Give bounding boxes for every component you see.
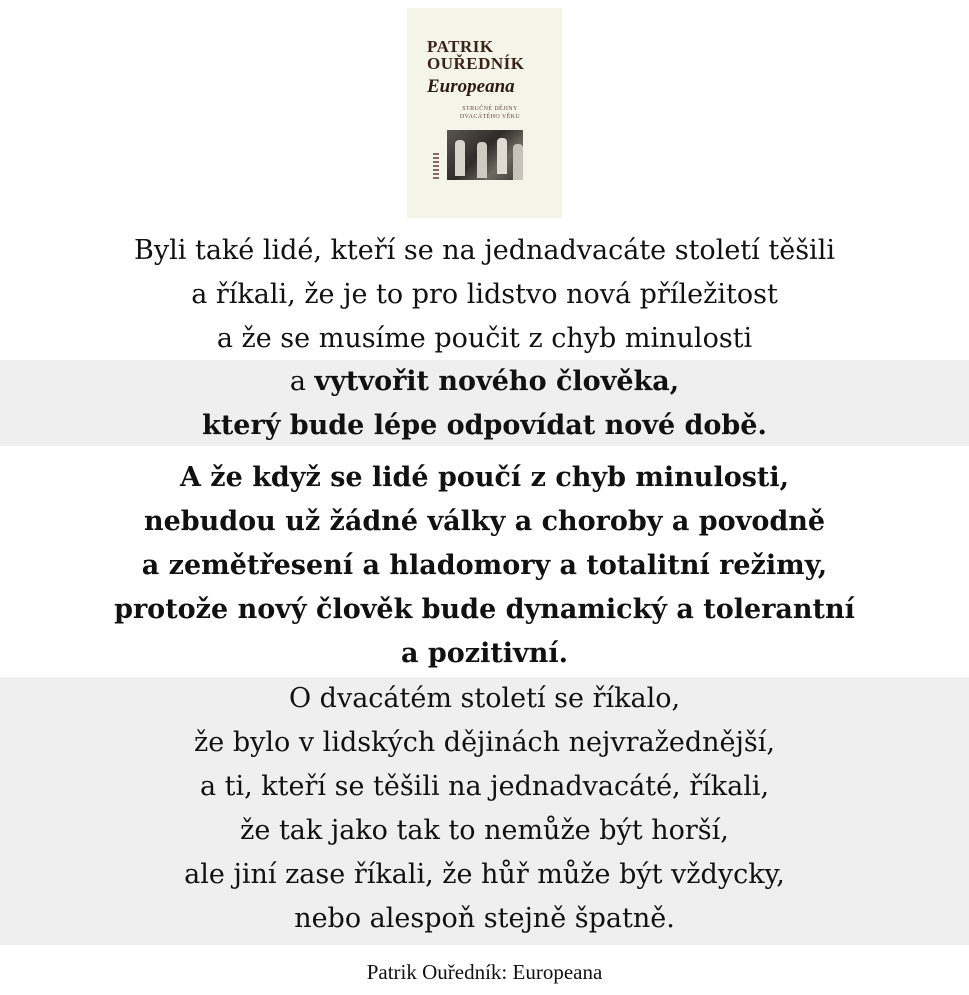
cover-author bbox=[427, 38, 525, 72]
quote-line-emphasis: vytvořit nového člověka, bbox=[314, 366, 680, 397]
quote-line: nebudou už žádné války a choroby a povodně bbox=[143, 506, 826, 537]
quote-line: že tak jako tak to nemůže být horší, bbox=[240, 815, 729, 846]
book-cover-image bbox=[407, 8, 562, 218]
quote-line-prefix: a bbox=[289, 366, 315, 397]
quote-paragraph-4 bbox=[0, 677, 969, 945]
quote-line: A že když se lidé poučí z chyb minulosti, bbox=[179, 462, 790, 493]
quote-line: protože nový člověk bude dynamický a tolerantní bbox=[114, 594, 855, 625]
quote-line: a pozitivní. bbox=[400, 638, 569, 669]
quote-line: Byli také lidé, kteří se na jednadvacáte století těšili bbox=[134, 235, 835, 266]
quote-line: že bylo v lidských dějinách nejvražednější, bbox=[194, 727, 775, 758]
quote-line: a ti, kteří se těšili na jednadvacáté, říkali, bbox=[199, 771, 770, 802]
cover-author-first: PATRIK bbox=[427, 37, 494, 56]
quote-paragraph-3 bbox=[0, 456, 969, 676]
quote-paragraph-1 bbox=[0, 229, 969, 361]
cover-subtitle-line: DVACÁTÉHO VĚKU bbox=[459, 114, 521, 120]
quote-line bbox=[0, 360, 969, 404]
quote-line: a že se musíme poučit z chyb minulosti bbox=[216, 323, 753, 354]
quote-line: a říkali, že je to pro lidstvo nová příležitost bbox=[191, 279, 778, 310]
quote-line: který bude lépe odpovídat nové době. bbox=[202, 410, 767, 441]
quote-paragraph-2 bbox=[0, 360, 969, 446]
quote-line: ale jiní zase říkali, že hůř může být vždycky, bbox=[184, 859, 785, 890]
cover-title: Europeana bbox=[427, 76, 515, 97]
cover-subtitle-line: STRUČNÉ DĚJINY bbox=[462, 106, 518, 112]
cover-author-last: OUŘEDNÍK bbox=[427, 54, 525, 73]
attribution: Patrik Ouředník: Europeana bbox=[366, 960, 603, 984]
quote-line: nebo alespoň stejně špatně. bbox=[294, 903, 675, 934]
cover-subtitle bbox=[445, 105, 535, 121]
quote-line: O dvacátém století se říkalo, bbox=[288, 683, 681, 714]
cover-publisher-mark bbox=[433, 153, 439, 179]
quote-line: a zemětřesení a hladomory a totalitní režimy, bbox=[141, 550, 828, 581]
cover-photo bbox=[447, 130, 523, 180]
